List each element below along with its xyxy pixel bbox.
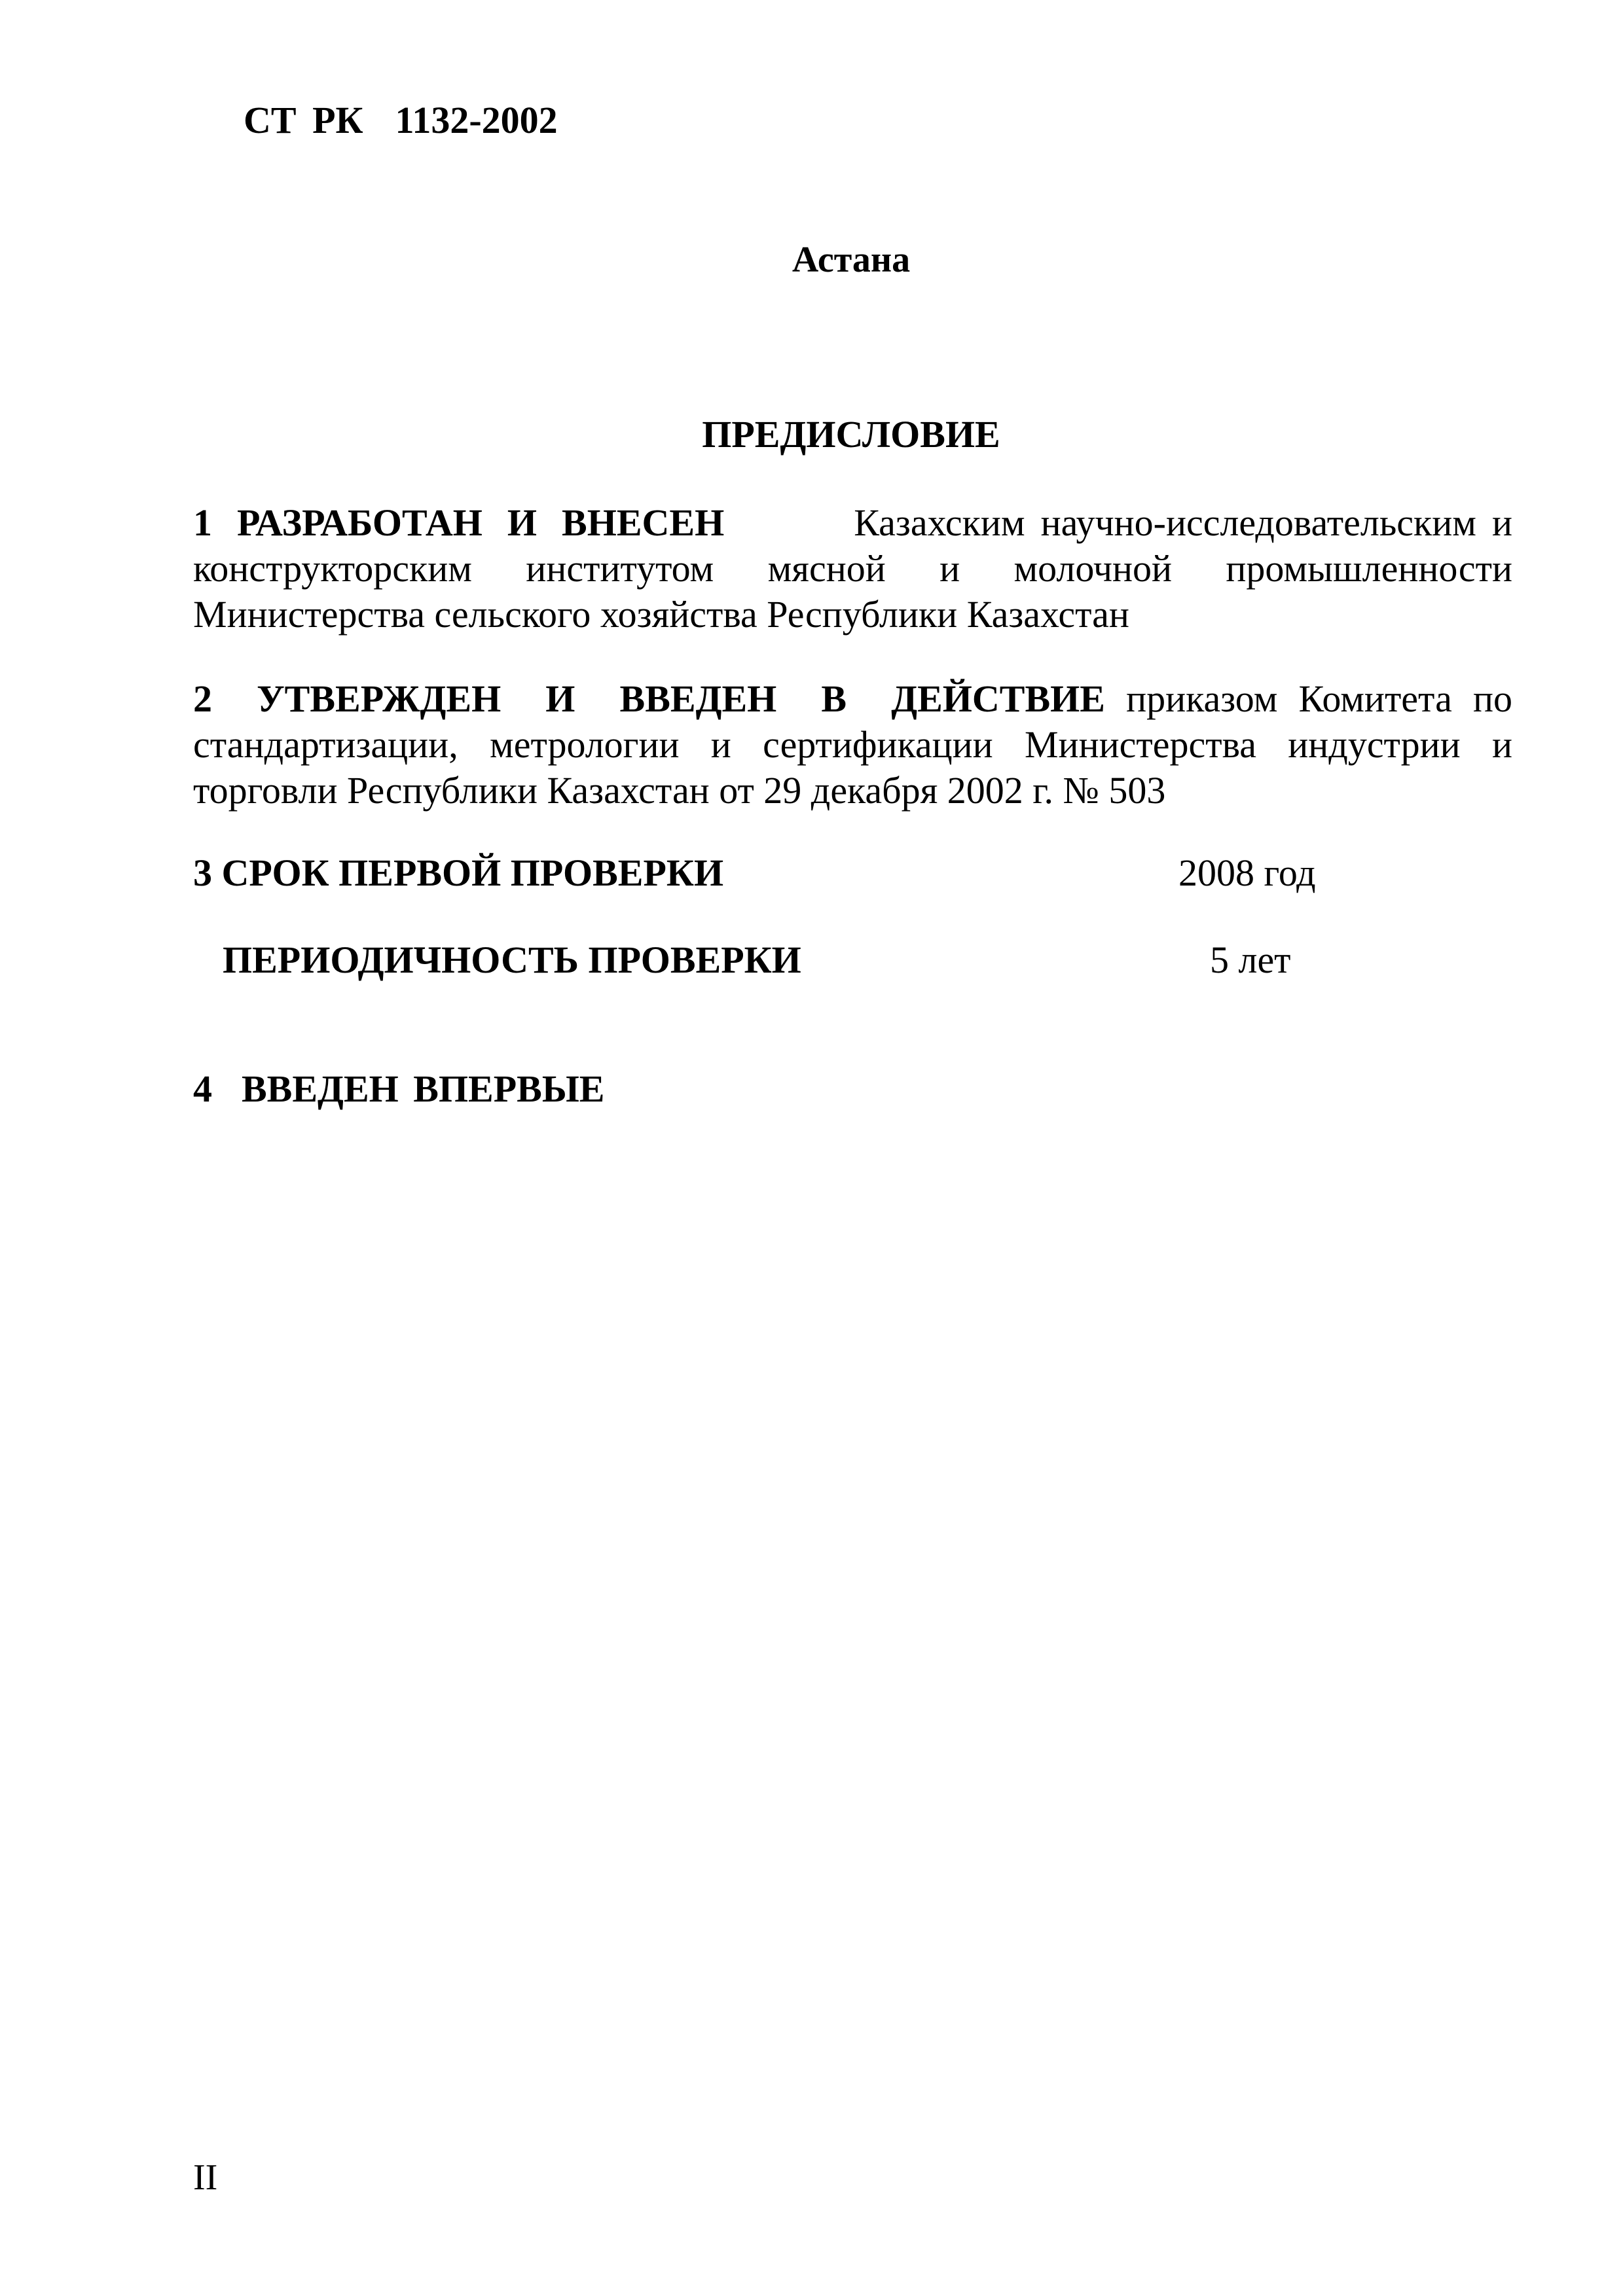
item-approved-lead: 2 УТВЕРЖДЕН И ВВЕДЕН В ДЕЙСТВИЕ — [193, 677, 1105, 720]
introduced-first-time: 4 ВВЕДЕН ВПЕРВЫЕ — [193, 1067, 605, 1110]
first-check-value: 2008 год — [1178, 852, 1316, 894]
item-developed-by-text: Казахским научно-исследовательским и конструкторским институтом мясной и молочной промышленности Министерства сельского хозяйства Республики Казахстан — [193, 501, 1513, 636]
item-developed-by — [193, 500, 1512, 637]
document-code: СТ РК 1132-2002 — [244, 99, 558, 141]
page-number: II — [193, 2157, 218, 2198]
item-approved — [193, 676, 1512, 814]
item-developed-by-lead: 1 РАЗРАБОТАН И ВНЕСЕН — [193, 501, 725, 544]
check-period-label: ПЕРИОДИЧНОСТЬ ПРОВЕРКИ — [223, 939, 801, 981]
check-period-value: 5 лет — [1210, 939, 1291, 981]
item-approved-text: приказом Комитета по стандартизации, метрологии и сертификации Министерства индустрии и торговли Республики Казахстан от 29 декабря 2002 г. № 503 — [193, 677, 1513, 812]
first-check-label: 3 СРОК ПЕРВОЙ ПРОВЕРКИ — [193, 852, 724, 894]
section-title: ПРЕДИСЛОВИЕ — [702, 413, 1000, 456]
city-name: Астана — [792, 240, 911, 280]
